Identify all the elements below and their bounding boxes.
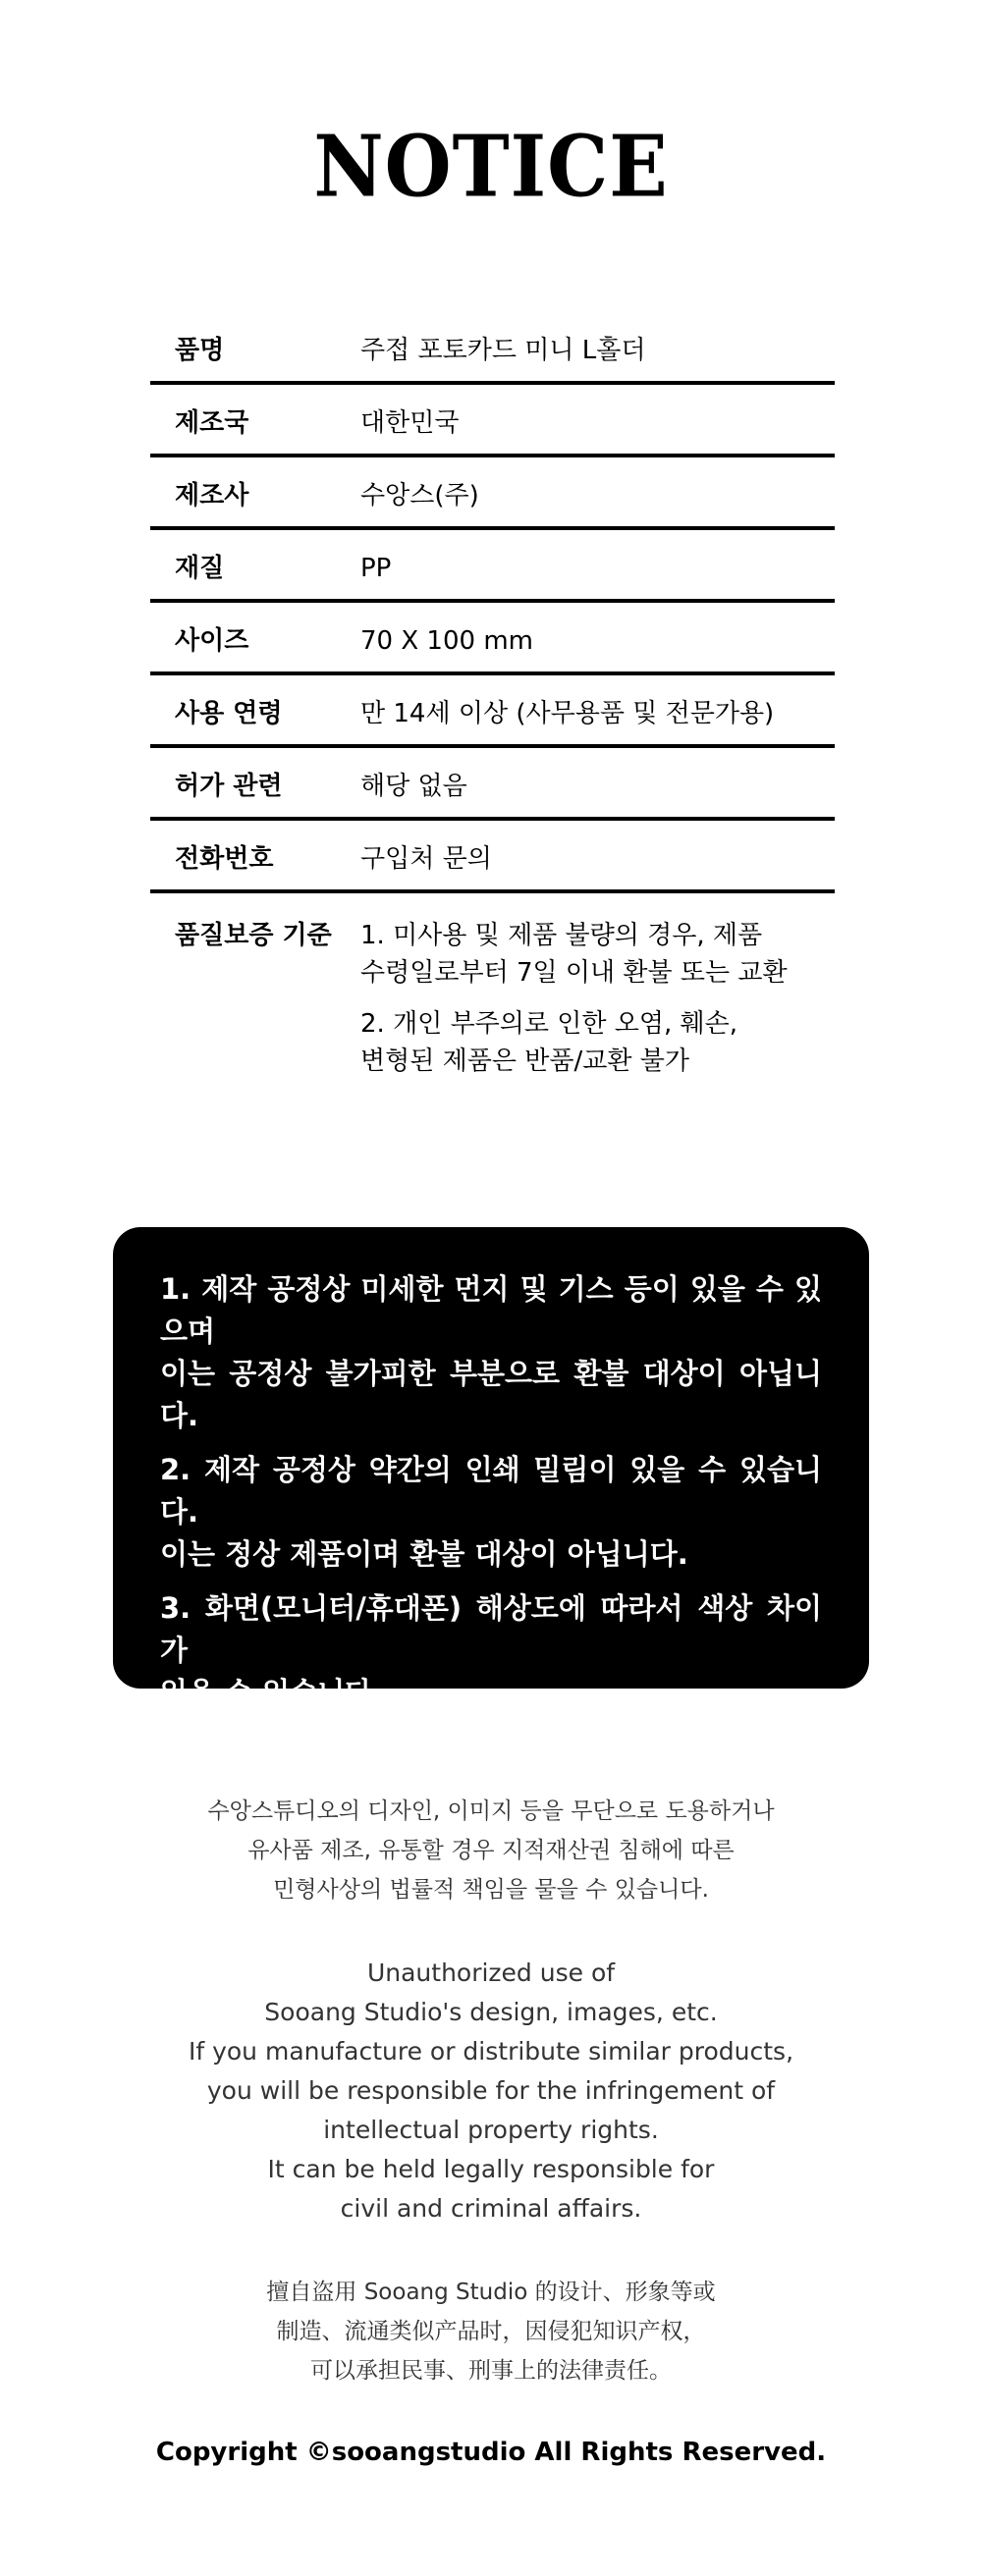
copyright-warning-chinese — [0, 2273, 982, 2390]
spec-label: 제조국 — [175, 408, 249, 438]
footer-line: 수앙스튜디오의 디자인, 이미지 등을 무단으로 도용하거나 — [207, 1798, 775, 1824]
quality-item-line: 1. 미사용 및 제품 불량의 경우, 제품 — [360, 921, 763, 950]
quality-item-line: 변형된 제품은 반품/교환 불가 — [360, 1046, 689, 1076]
footer-line: Sooang Studio's design, images, etc. — [264, 1998, 718, 2026]
spec-row-quality — [150, 893, 835, 1094]
notice-line: 있을 수 있습니다. — [160, 1676, 384, 1709]
footer-line: 可以承担民事、刑事上的法律责任。 — [310, 2358, 672, 2384]
spec-label: 사이즈 — [175, 626, 249, 656]
spec-value: 수앙스(주) — [360, 481, 479, 510]
notice-line: 없습니다. — [160, 1772, 282, 1805]
notice-line: 이는 공정상 불가피한 부분으로 환불 대상이 아닙니다. — [160, 1357, 822, 1432]
notice-line: 2. 제작 공정상 약간의 인쇄 밀림이 있을 수 있습니다. — [160, 1453, 822, 1529]
footer-line: If you manufacture or distribute similar products, — [188, 2037, 794, 2066]
spec-value: 대한민국 — [360, 408, 460, 438]
spec-row-country — [150, 385, 835, 457]
spec-row-phone — [150, 821, 835, 893]
quality-item — [360, 1005, 835, 1080]
spec-row-size — [150, 603, 835, 675]
notice-line: 3. 화면(모니터/휴대폰) 해상도에 따라서 색상 차이가 — [160, 1591, 822, 1667]
spec-value — [347, 917, 835, 1094]
quality-item — [360, 917, 835, 992]
spec-row-permit — [150, 748, 835, 821]
spec-row-manufacturer — [150, 457, 835, 530]
footer-line: It can be held legally responsible for — [267, 2155, 715, 2183]
copyright-text: Copyright ©sooangstudio All Rights Reserved. — [155, 2438, 827, 2467]
spec-label: 재질 — [175, 554, 225, 583]
spec-label: 품질보증 기준 — [175, 921, 332, 950]
notice-box — [113, 1227, 869, 1805]
spec-label: 품명 — [175, 336, 225, 365]
spec-label: 전화번호 — [175, 844, 274, 874]
footer-line: Unauthorized use of — [366, 1959, 616, 1987]
notice-item — [160, 1268, 822, 1437]
spec-value: 주접 포토카드 미니 L홀더 — [360, 336, 646, 365]
product-spec-table — [150, 312, 835, 1094]
notice-line: 이는 정상 제품이며 환불 대상이 아닙니다. — [160, 1537, 688, 1571]
spec-label: 사용 연령 — [175, 699, 283, 728]
spec-value: PP — [360, 554, 392, 583]
footer-line: 유사품 제조, 유통할 경우 지적재산권 침해에 따른 — [247, 1838, 735, 1863]
notice-item — [160, 1449, 822, 1576]
footer-line: 制造、流通类似产品时，因侵犯知识产权， — [276, 2319, 706, 2344]
spec-value: 만 14세 이상 (사무용품 및 전문가용) — [360, 699, 775, 728]
copyright-warning-korean — [0, 1792, 982, 1909]
footer-line: 擅自盗用 Sooang Studio 的设计、形象等或 — [266, 2280, 716, 2305]
footer-line: intellectual property rights. — [323, 2116, 659, 2144]
footer-line: you will be responsible for the infringement of — [206, 2076, 776, 2105]
spec-value: 해당 없음 — [360, 772, 467, 801]
spec-value: 구입처 문의 — [360, 844, 492, 874]
footer-line: 민형사상의 법률적 책임을 물을 수 있습니다. — [273, 1877, 709, 1903]
spec-label: 허가 관련 — [175, 772, 283, 801]
spec-row-material — [150, 530, 835, 603]
page-title: NOTICE — [313, 118, 669, 217]
spec-row-age — [150, 675, 835, 748]
notice-line: 4. 본 제품은 만 13세 이하의 어린이는 사용할 수 — [160, 1730, 778, 1763]
spec-label: 제조사 — [175, 481, 249, 510]
copyright-warning-english — [0, 1954, 982, 2228]
footer-line: civil and criminal affairs. — [340, 2194, 642, 2223]
quality-item-line: 수령일로부터 7일 이내 환불 또는 교환 — [360, 958, 788, 988]
quality-item-line: 2. 개인 부주의로 인한 오염, 훼손, — [360, 1009, 738, 1039]
notice-item — [160, 1587, 822, 1714]
spec-row-product-name — [150, 312, 835, 385]
notice-line: 1. 제작 공정상 미세한 먼지 및 기스 등이 있을 수 있으며 — [160, 1272, 822, 1348]
spec-value: 70 X 100 mm — [360, 626, 533, 656]
